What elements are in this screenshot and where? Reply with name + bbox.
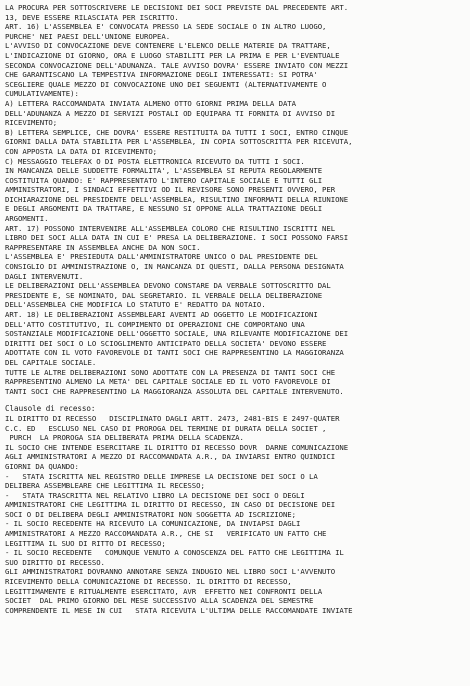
text-line: AMMINISTRATORI A MEZZO RACCOMANDATA A.R., CHE SI VERIFICATO UN FATTO CHE bbox=[5, 529, 327, 539]
text-line: E DEGLI ARGOMENTI DA TRATTARE, E NESSUNO SI OPPONE ALLA TRATTAZIONE DEGLI bbox=[5, 204, 323, 214]
text-line: - IL SOCIO RECEDENTE COMUNQUE VENUTO A CONOSCENZA DEL FATTO CHE LEGITTIMA IL bbox=[5, 548, 344, 558]
text-line: 13, DEVE ESSERE RILASCIATA PER ISCRITTO. bbox=[5, 12, 179, 22]
text-line: DIRITTI DEI SOCI O LO SCIOGLIMENTO ANTICIPATO DELLA SOCIETA' DEVONO ESSERE bbox=[5, 338, 327, 348]
text-line: LEGITTIMA IL SUO DI RITTO DI RECESSO; bbox=[5, 538, 166, 548]
text-line: SUO DIRITTO DI RECESSO. bbox=[5, 557, 105, 567]
text-line: L'ASSEMBLEA E' PRESIEDUTA DALL'AMMINISTRATORE UNICO O DAL PRESIDENTE DEL bbox=[5, 252, 318, 262]
text-line: SOSTANZIALE MODIFICAZIONE DELL'OGGETTO SOCIALE, UNA RILEVANTE MODIFICAZIONE DEI bbox=[5, 329, 349, 339]
text-line: RAPPRESENTINO ALMENO LA META' DEL CAPITALE SOCIALE ED IL VOTO FAVOREVOLE DI bbox=[5, 377, 331, 387]
text-line: DELL'ATTO COSTITUTIVO, IL COMPIMENTO DI OPERAZIONI CHE COMPORTANO UNA bbox=[5, 319, 305, 329]
text-line: L'AVVISO DI CONVOCAZIONE DEVE CONTENERE L'ELENCO DELLE MATERIE DA TRATTARE, bbox=[5, 41, 331, 51]
text-line: AGLI AMMINISTRATORI A MEZZO DI RACCOMANDATA A.R., DA INVIARSI ENTRO QUINDICI bbox=[5, 452, 336, 462]
text-line: ART. 16) L'ASSEMBLEA E' CONVOCATA PRESSO LA SEDE SOCIALE O IN ALTRO LUOGO, bbox=[5, 22, 327, 32]
text-line: - IL SOCIO RECEDENTE HA RICEVUTO LA COMUNICAZIONE, DA INVIAPSI DAGLI bbox=[5, 519, 301, 529]
text-line: AMMINISTRATORI, I SINDACI EFFETTIVI OD IL REVISORE SONO PRESENTI OVVERO, PER bbox=[5, 185, 336, 195]
text-line: LEGITTIMAMENTE E RITUALMENTE ESERCITATO, AVR EFFETTO NEI CONFRONTI DELLA bbox=[5, 586, 323, 596]
text-line: ART. 17) POSSONO INTERVENIRE ALL'ASSEMBLEA COLORO CHE RISULTINO ISCRITTI NEL bbox=[5, 223, 336, 233]
text-line: COMPRENDENTE IL MESE IN CUI STATA RICEVUTA L'ULTIMA DELLE RACCOMANDATE INVIATE bbox=[5, 605, 353, 615]
text-line: SOCIET DAL PRIMO GIORNO DEL MESE SUCCESSIVO ALLA SCADENZA DEL SEMESTRE bbox=[5, 596, 314, 606]
text-line: PURCHE' NEI PAESI DELL'UNIONE EUROPEA. bbox=[5, 31, 171, 41]
text-line: - STATA ISCRITTA NEL REGISTRO DELLE IMPRESE LA DECISIONE DEI SOCI O LA bbox=[5, 471, 318, 481]
text-line: LIBRO DEI SOCI ALLA DATA IN CUI E' PRESA LA DELIBERAZIONE. I SOCI POSSONO FARSI bbox=[5, 233, 349, 243]
text-line: SOCI O DI DELIBERA DEGLI AMMINISTRATORI NON SOGGETTA AD ISCRIZIONE; bbox=[5, 509, 296, 519]
text-line: DEL CAPITALE SOCIALE. bbox=[5, 357, 97, 367]
text-line: TANTI SOCI CHE RAPPRESENTINO LA MAGGIORANZA ASSOLUTA DEL CAPITALE INTERVENUTO. bbox=[5, 386, 344, 396]
text-line: DICHIARAZIONE DEL PRESIDENTE DELL'ASSEMBLEA, RISULTINO INFORMATI DELLA RIUNIONE bbox=[5, 194, 349, 204]
withdrawal-clauses-text bbox=[5, 414, 464, 615]
text-line: PRESIDENTE E, SE NOMINATO, DAL SEGRETARIO. IL VERBALE DELLA DELIBERAZIONE bbox=[5, 290, 323, 300]
text-line: GIORNI DALLA DATA STABILITA PER L'ASSEMBLEA, IN COPIA SOTTOSCRITTA PER RICEVUTA, bbox=[5, 137, 353, 147]
statute-articles-text bbox=[5, 3, 464, 396]
text-line: CONSIGLIO DI AMMINISTRAZIONE O, IN MANCANZA DI QUESTI, DALLA PERSONA DESIGNATA bbox=[5, 262, 344, 272]
text-line: LE DELIBERAZIONI DELL'ASSEMBLEA DEVONO CONSTARE DA VERBALE SOTTOSCRITTO DAL bbox=[5, 281, 331, 291]
text-line: SCEGLIERE QUALE MEZZO DI CONVOCAZIONE UNO DEI SEGUENTI (ALTERNATIVAMENTE O bbox=[5, 79, 327, 89]
text-line: COSTITUITA QUANDO: E' RAPPRESENTATO L'INTERO CAPITALE SOCIALE E TUTTI GLI bbox=[5, 175, 323, 185]
text-line: RICEVIMENTO DELLA COMUNICAZIONE DI RECESSO. IL DIRITTO DI RECESSO, bbox=[5, 577, 292, 587]
text-line: ADOTTATE CON IL VOTO FAVOREVOLE DI TANTI SOCI CHE RAPPRESENTINO LA MAGGIORANZA bbox=[5, 348, 344, 358]
text-line: RICEVIMENTO; bbox=[5, 118, 58, 128]
text-line: SECONDA CONVOCAZIONE DELL'ADUNANZA. TALE AVVISO DOVRA' ESSERE INVIATO CON MEZZI bbox=[5, 60, 349, 70]
text-line: DELIBERA ASSEMBLEARE CHE LEGITTIMA IL RECESSO; bbox=[5, 481, 205, 491]
section-heading: Clausole di recesso: bbox=[5, 404, 96, 414]
text-line: A) LETTERA RACCOMANDATA INVIATA ALMENO OTTO GIORNI PRIMA DELLA DATA bbox=[5, 98, 296, 108]
text-line: ARGOMENTI. bbox=[5, 214, 49, 224]
text-line: ART. 18) LE DELIBERAZIONI ASSEMBLEARI AVENTI AD OGGETTO LE MODIFICAZIONI bbox=[5, 310, 318, 319]
text-line: B) LETTERA SEMPLICE, CHE DOVRA' ESSERE RESTITUITA DA TUTTI I SOCI, ENTRO CINQUE bbox=[5, 127, 349, 137]
text-line: PURCH LA PROROGA SIA DELIBERATA PRIMA DELLA SCADENZA. bbox=[5, 433, 244, 443]
text-line: C) MESSAGGIO TELEFAX O DI POSTA ELETTRONICA RICEVUTO DA TUTTI I SOCI. bbox=[5, 156, 305, 166]
text-line: DAGLI INTERVENUTI. bbox=[5, 271, 84, 281]
text-line: L'INDICAZIONE DI GIORNO, ORA E LUOGO STABILITI PER LA PRIMA E PER L'EVENTUALE bbox=[5, 50, 340, 60]
paragraph-gap bbox=[5, 396, 464, 404]
text-line: GIORNI DA QUANDO: bbox=[5, 461, 79, 471]
text-line: GLI AMMINISTRATORI DOVRANNO ANNOTARE SENZA INDUGIO NEL LIBRO SOCI L'AVVENUTO bbox=[5, 567, 336, 577]
text-line: C.C. ED ESCLUSO NEL CASO DI PROROGA DEL TERMINE DI DURATA DELLA SOCIET , bbox=[5, 423, 327, 433]
text-line: IL DIRITTO DI RECESSO DISCIPLINATO DAGLI ARTT. 2473, 2481-BIS E 2497-QUATER bbox=[5, 413, 340, 423]
text-line: CUMULATIVAMENTE): bbox=[5, 89, 79, 99]
text-line: CON APPOSTA LA DATA DI RICEVIMENTO; bbox=[5, 146, 158, 156]
text-line: CHE GARANTISCANO LA TEMPESTIVA INFORMAZIONE DEGLI INTERESSATI: SI POTRA' bbox=[5, 70, 318, 80]
text-line: DELL'ASSEMBLEA CHE MODIFICA LO STATUTO E' REDATTO DA NOTAIO. bbox=[5, 300, 266, 310]
text-line: - STATA TRASCRITTA NEL RELATIVO LIBRO LA DECISIONE DEI SOCI O DEGLI bbox=[5, 490, 305, 500]
text-line: TUTTE LE ALTRE DELIBERAZIONI SONO ADOTTATE CON LA PRESENZA DI TANTI SOCI CHE bbox=[5, 367, 336, 377]
text-line: RAPPRESENTARE IN ASSEMBLEA ANCHE DA NON SOCI. bbox=[5, 242, 201, 252]
text-line: IL SOCIO CHE INTENDE ESERCITARE IL DIRITTO DI RECESSO DOVR DARNE COMUNICAZIONE bbox=[5, 442, 349, 452]
text-line: LA PROCURA PER SOTTOSCRIVERE LE DECISIONI DEI SOCI PREVISTE DAL PRECEDENTE ART. bbox=[5, 3, 349, 12]
text-line: AMMINISTRATORI CHE LEGITTIMA IL DIRITTO DI RECESSO, IN CASO DI DECISIONE DEI bbox=[5, 500, 336, 510]
text-line: IN MANCANZA DELLE SUDDETTE FORMALITA', L'ASSEMBLEA SI REPUTA REGOLARMENTE bbox=[5, 166, 323, 176]
text-line: DELL'ADUNANZA A MEZZO DI SERVIZI POSTALI OD EQUIPARA TI FORNITA DI AVVISO DI bbox=[5, 108, 336, 118]
